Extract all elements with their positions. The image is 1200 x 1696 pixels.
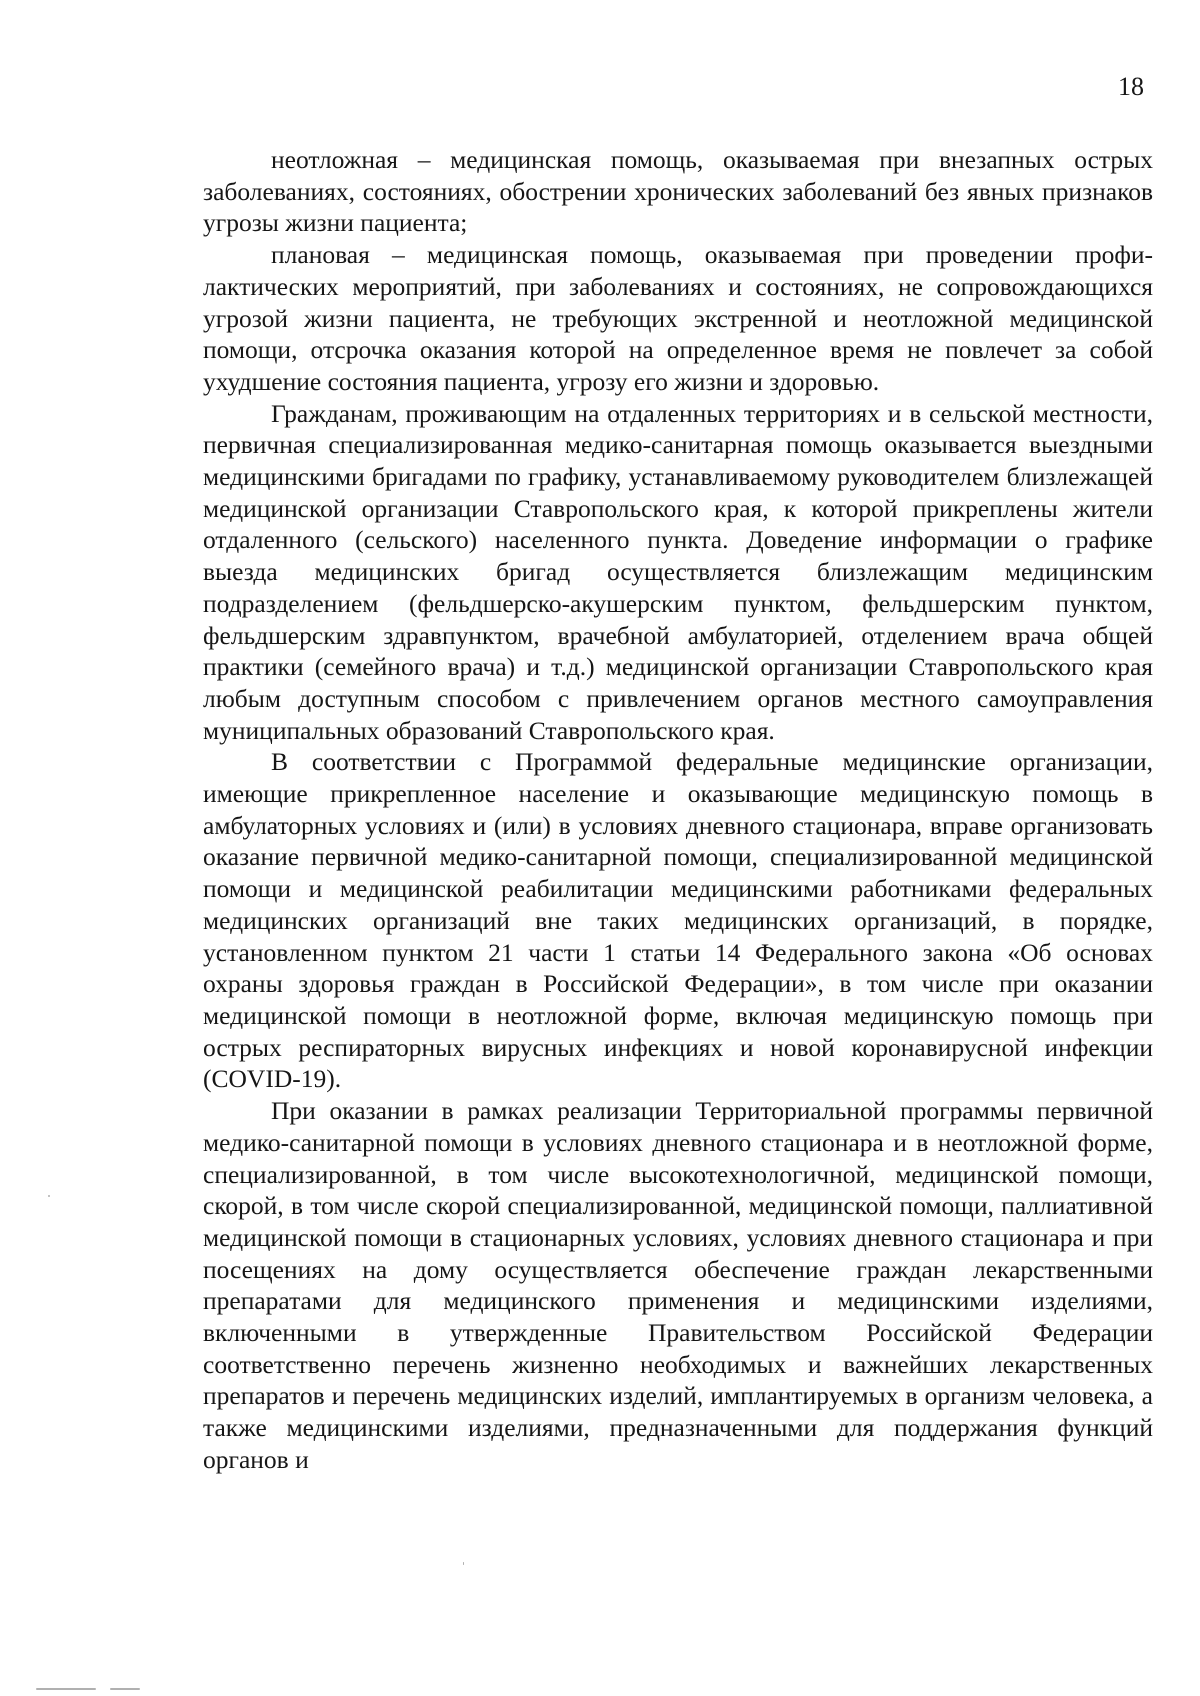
paragraph-planned-care: плановая – медицинская помощь, оказываемая при проведении профилактических мероприятий, при заболеваниях и состояниях, не сопровождающихся угрозой жизни пациента, не требующих экстренной и неотложной медицинской помощи, отсрочка оказания которой на определенное время не повлечет за собой ухудшение состояния пациента, угрозу его жизни и здоровью. — [203, 240, 1153, 396]
paragraph-urgent-care: неотложная – медицинская помощь, оказываемая при внезапных острых заболеваниях, состояниях, обострении хронических заболеваний без явных признаков угрозы жизни пациента; — [203, 145, 1153, 238]
paragraph-drug-provision: При оказании в рамках реализации Территориальной программы первичной медико-санитарной помощи в условиях дневного стационара и в неотложной форме, специализированной, в том числе высокотехнологичной, медицинской помощи, скорой, в том числе скорой специализированной, медицинской помощи, паллиативной медицинской помощи в стационарных условиях, условиях дневного стационара и при посещениях на дому осуществляется обеспечение граждан лекарственными препаратами для медицинского применения и медицинскими изделиями, включенными в утвержденные Правительством Российской Федерации соответственно перечень жизненно необходимых и важнейших лекарственных препаратов и перечень медицинских изделий, имплантируемых в организм человека, а также медицинскими изделиями, предназначенными для поддержания функций органов и — [203, 1096, 1153, 1474]
paragraph-remote-territories: Гражданам, проживающим на отдаленных территориях и в сельской местности, первичная специализированная медико-санитарная помощь оказывается выездными медицинскими бригадами по графику, устанавливаемому руководителем близлежащей медицинской организации Ставропольского края, к которой прикреплены жители отдаленного (сельского) населенного пункта. Доведение информации о графике выезда медицинских бригад осуществляется близлежащим медицинским подразделением (фельдшерско-акушерским пунктом, фельдшерским пунктом, фельдшерским здравпунктом, врачебной амбулаторией, отделением врача общей практики (семейного врача) и т.д.) медицинской организации Ставропольского края любым доступным способом с привлечением органов местного самоуправления муниципальных образований Ставропольского края. — [203, 398, 1153, 745]
paragraph-federal-organizations: В соответствии с Программой федеральные медицинские организации, имеющие прикрепленное население и оказывающие медицинскую помощь в амбулаторных условиях и (или) в условиях дневного стационара, вправе организовать оказание первичной медико-санитарной помощи, специализированной медицинской помощи и медицинской реабилитации медицинскими работниками федеральных медицинских организаций вне таких медицинских организаций, в порядке, установленном пунктом 21 части 1 статьи 14 Федерального закона «Об основах охраны здоровья граждан в Российской Федерации», в том числе при оказании медицинской помощи в неотложной форме, включая медицинскую помощь при острых респираторных вирусных инфекциях и новой коронавирусной инфекции (COVID-19). — [203, 747, 1153, 1094]
scan-speck — [110, 1688, 140, 1690]
scan-speck — [463, 1562, 464, 1565]
scan-speck — [48, 1195, 50, 1197]
scan-speck — [36, 1688, 96, 1690]
document-body — [203, 144, 1153, 1476]
page-number: 18 — [1118, 72, 1144, 101]
